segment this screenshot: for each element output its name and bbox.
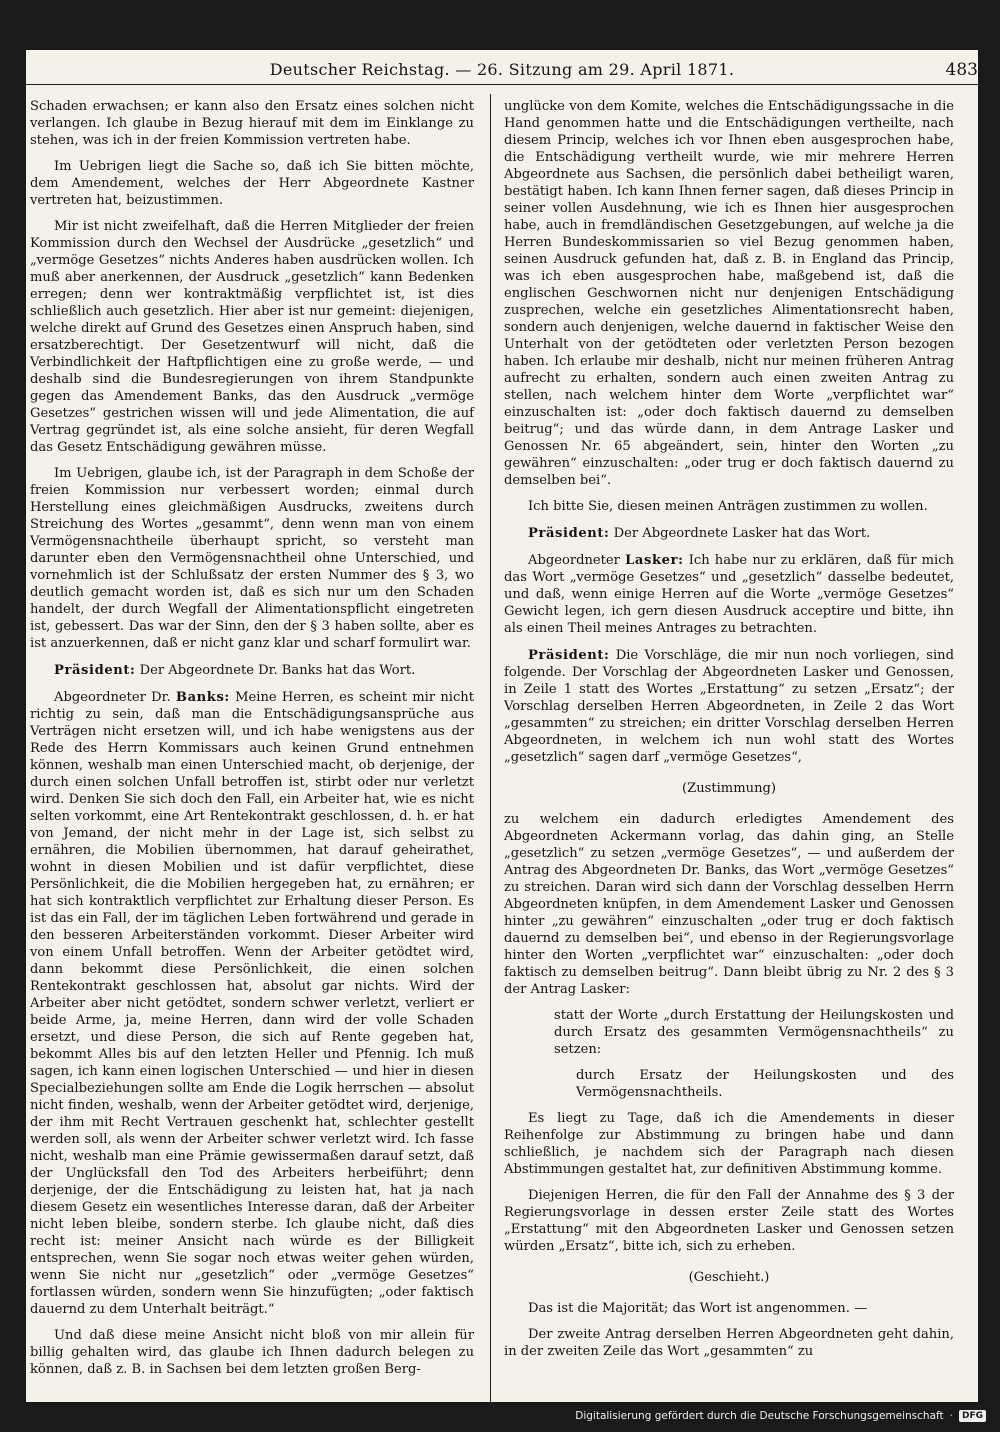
speaker-intro: Abgeordneter Dr. [54,690,171,705]
document-page [26,50,978,1402]
page-header [26,60,978,86]
president-statement [504,647,954,766]
left-column [30,98,474,1387]
paragraph: zu welchem ein dadurch erledigtes Amendement des Abgeordneten Ackermann vorlag, das dahin ging, an Stelle „gesetzlich“ zu setzen „vermöge Gesetzes“, — und außerdem der Antrag des Abgeordneten Dr. Banks, das Wort „vermöge Gesetzes“ zu streichen. Daran wird sich dann der Vorschlag desselben Herrn Abgeordneten knüpfen, in dem Amendement Lasker und Genossen hinter „zu gewähren“ einzuschalten „oder trug er doch faktisch dauernd zu demselben bei“, und ebenso in der Regierungsvorlage hinter den Worten „verpflichtet war“ einzuschalten: „oder doch faktisch zu demselben beitrug“. Dann bleibt übrig zu Nr. 2 des § 3 der Antrag Lasker: [504,812,954,997]
president-statement [30,662,474,679]
credit-separator: · [949,1410,953,1422]
page-number: 483 [945,60,978,80]
speaker-text: Der Abgeordnete Lasker hat das Wort. [613,526,871,541]
header-rule [26,84,978,85]
speaker-name: Banks: [175,690,230,705]
quoted-motion: statt der Worte „durch Erstattung der Heilungskosten und durch Ersatz des gesammten Vermögensnachtheils“ zu setzen: [554,1008,954,1057]
right-column [504,98,954,1369]
paragraph: unglücke von dem Komite, welches die Entschädigungssache in die Hand genommen hatte und die Entschädigungen vertheilte, nach diesem Princip, welches ich vor Ihnen eben ausgesprochen habe, die Entschädigung vertheilt wurde, wie mir mehrere Herren Abgeordnete aus Sachsen, die persönlich dabei betheiligt waren, bestätigt haben. Ich kann Ihnen ferner sagen, daß dieses Princip in seiner vollen Ausdehnung, wie ich es Ihnen hier ausgesprochen habe, auch in fremdländischen Gesetzgebungen, auf welche ja die Herren Bundeskommissarien so viel Bezug genommen haben, seinen Ausdruck gefunden hat, daß z. B. in England das Princip, was ich eben ausgesprochen habe, maßgebend ist, daß die englischen Geschwornen nicht nur denjenigen Entschädigung zusprechen, welche ein gesetzliches Alimentationsrecht haben, sondern auch denjenigen, welche dauernd in faktischer Weise den Unterhalt von der getödteten oder verletzten Person bezogen haben. Ich erlaube mir deshalb, nicht nur meinen früheren Antrag aufrecht zu erhalten, sondern auch einen zweiten Antrag zu stellen, nach welchem hinter dem Worte „verpflichtet war“ einzuschalten ist: „oder doch faktisch dauernd zu demselben beitrug“; und das würde dann, in dem Antrage Lasker und Genossen Nr. 65 abgeändert, sein, hinter den Worten „zu gewähren“ einzuschalten: „oder trug er doch faktisch dauernd zu demselben bei“. [504,99,954,488]
paragraph: Im Uebrigen, glaube ich, ist der Paragraph in dem Schoße der freien Kommission nur verbessert worden; einmal durch Herstellung eines gleichmäßigen Ausdrucks, zweitens durch Streichung des Wortes „gesammt“, denn wenn man von einem Vermögensnachtheile überhaupt spricht, so versteht man darunter eben den Vermögensnachtheil ohne Unterschied, und vornehmlich ist der Schlußsatz der ersten Nummer des § 3, wo deutlich gemacht worden ist, daß es sich nur um den Schaden handelt, der durch Wegfall der Alimentationspflicht eingetreten ist, gebessert. Das war der Sinn, den der § 3 haben sollte, aber es ist anzuerkennen, daß er nicht ganz klar und scharf formulirt war. [30,466,474,651]
speaker-label: Präsident: [54,663,136,678]
speech-text: Ich habe nur zu erklären, daß für mich das Wort „vermöge Gesetzes“ und „gesetzlich“ dasselbe bedeutet, und daß, wenn einige Herren auf die Worte „vermöge Gesetzes“ Gewicht legen, ich gern diesen Ausdruck acceptire und bitte, ihn als einen Theil meines Antrages zu betrachten. [504,553,954,636]
speaker-intro: Abgeordneter [528,553,620,568]
paragraph: Es liegt zu Tage, daß ich die Amendements in dieser Reihenfolge zur Abstimmung zu bringen habe und dann schließlich, je nachdem sich der Paragraph nach diesen Abstimmungen gestaltet hat, zur definitiven Abstimmung komme. [504,1111,954,1177]
dfg-logo: DFG [959,1410,986,1422]
speaker-text: Der Abgeordnete Dr. Banks hat das Wort. [139,663,416,678]
speaker-name: Lasker: [625,553,684,568]
quoted-motion: durch Ersatz der Heilungskosten und des Vermögensnachtheils. [576,1068,954,1100]
paragraph: Ich bitte Sie, diesen meinen Anträgen zustimmen zu wollen. [528,499,928,514]
speaker-label: Präsident: [528,526,610,541]
credit-text: Digitalisierung gefördert durch die Deutsche Forschungsgemeinschaft [575,1410,944,1422]
paragraph: Mir ist nicht zweifelhaft, daß die Herren Mitglieder der freien Kommission durch den Wechsel der Ausdrücke „gesetzlich“ und „vermöge Gesetzes“ nichts Anderes haben ausdrücken wollen. Ich muß aber anerkennen, der Ausdruck „gesetzlich“ kann Bedenken erregen; denn wer kontraktmäßig verpflichtet ist, ist dies schließlich auch gesetzlich. Hier aber ist nur gemeint: diejenigen, welche direkt auf Grund des Gesetzes einen Anspruch haben, sind ersatzberechtigt. Der Gesetzentwurf will nicht, daß die Verbindlichkeit der Haftpflichtigen eine zu große werde, — und deshalb sind die Bundesregierungen von ihrem Standpunkte gegen das Amendement Banks, das den Ausdruck „vermöge Gesetzes“ gestrichen wissen will und jede Alimentation, die auf Vertrag gegründet ist, als eine solche ansieht, für deren Wegfall das Gesetz Entschädigung gewähren müsse. [30,219,474,455]
paragraph: Schaden erwachsen; er kann also den Ersatz eines solchen nicht verlangen. Ich glaube in Bezug hierauf mit dem im Einklange zu stehen, was ich in der freien Kommission vertreten habe. [30,99,474,148]
interjection: (Zustimmung) [682,781,776,796]
paragraph: Diejenigen Herren, die für den Fall der Annahme des § 3 der Regierungsvorlage in dessen erster Zeile statt des Wortes „Erstattung“ mit den Abgeordneten Lasker und Genossen setzen würden „Ersatz“, bitte ich, sich zu erheben. [504,1188,954,1254]
digitization-credit [575,1410,986,1422]
paragraph: Und daß diese meine Ansicht nicht bloß von mir allein für billig gehalten wird, das glaube ich Ihnen dadurch belegen zu können, daß z. B. in Sachsen bei dem letzten großen Berg- [30,1328,474,1377]
paragraph: Der zweite Antrag derselben Herren Abgeordneten geht dahin, in der zweiten Zeile das Wort „gesammten“ zu [504,1327,954,1359]
lasker-speech [504,552,954,637]
speaker-text: Die Vorschläge, die mir nun noch vorliegen, sind folgende. Der Vorschlag der Abgeordneten Lasker und Genossen, in Zeile 1 statt des Wortes „Erstattung“ zu setzen „Ersatz“; der Vorschlag derselben Herren Abgeordneten, in Zeile 2 das Wort „gesammten“ zu streichen; ein dritter Vorschlag derselben Herren Abgeordneten, in welchem ich nun wohl statt des Wortes „gesetzlich“ sagen darf „vermöge Gesetzes“, [504,648,954,765]
interjection: (Geschieht.) [688,1270,770,1285]
speech-text: Meine Herren, es scheint mir nicht richtig zu sein, daß man die Entschädigungsansprüche aus Verträgen nicht ersetzen will, und ich habe wenigstens aus der Rede des Herrn Kommissars auch keinen Grund entnehmen können, weshalb man einen Unterschied macht, ob derjenige, der durch einen solchen Unfall betroffen ist, stirbt oder nur verletzt wird. Denken Sie sich doch den Fall, ein Arbeiter hat, wie es nicht selten vorkommt, eine Art Rentekontrakt geschlossen, d. h. er hat von Jemand, der nicht mehr in der Lage ist, sich selbst zu ernähren, die Mobilien übernommen, hat darauf geheirathet, wohnt in diesen Mobilien und ist dafür verpflichtet, diese Persönlichkeit, die die Mobilien hergegeben hat, zu ernähren; er hat sich kontraktlich verpflichtet zur Erhaltung dieser Person. Es ist das ein Fall, der im täglichen Leben fortwährend und gerade in den besseren Arbeiterständen vorkommt. Dieser Arbeiter wird von einem Unfall betroffen. Wenn der Arbeiter getödtet wird, dann bekommt diese Persönlichkeit, die einen solchen Rentekontrakt geschlossen hat, absolut gar nichts. Wird der Arbeiter aber nicht getödtet, sondern schwer verletzt, verliert er beide Arme, ja, meine Herren, dann wird der volle Schaden ersetzt, und diese Person, die sich auf Rente gegeben hat, bekommt Alles bis auf den letzten Heller und Pfennig. Ich muß sagen, ich kann einen logischen Unterschied — und hier in diesen Specialbeziehungen sollte am Ende die Logik herrschen — absolut nicht finden, weshalb, wenn der Arbeiter getödtet wird, derjenige, der ihm mit Recht Vertrauen geschenkt hat, schlechter gestellt werden soll, als wenn der Arbeiter schwer verletzt wird. Ich fasse nicht, weshalb man eine Prämie gewissermaßen darauf setzt, daß der Unglücksfall den Tod des Arbeiters herbeiführt; denn derjenige, der die Entschädigung zu leisten hat, hat ja nach diesem Gesetz ein wesentliches Interesse daran, daß der Arbeiter nicht leben bleibe, sondern sterbe. Ich glaube nicht, daß dies recht ist: meiner Ansicht nach würde es der Billigkeit entsprechen, wenn Sie sogar noch etwas weiter gehen würden, wenn Sie nicht nur „gesetzlich“ oder „vermöge Gesetzes“ fortlassen würden, sondern wenn Sie hinzufügten; „oder faktisch dauernd zu dem Unterhalt beiträgt.“ [30,690,474,1317]
paragraph: Das ist die Majorität; das Wort ist angenommen. — [528,1301,868,1316]
banks-speech [30,689,474,1318]
president-statement [504,525,954,542]
running-title: Deutscher Reichstag. — 26. Sitzung am 29. April 1871. [269,60,735,79]
paragraph: Im Uebrigen liegt die Sache so, daß ich Sie bitten möchte, dem Amendement, welches der Herr Abgeordnete Kastner vertreten hat, beizustimmen. [30,159,474,208]
column-divider [490,94,491,1402]
speaker-label: Präsident: [528,648,610,663]
